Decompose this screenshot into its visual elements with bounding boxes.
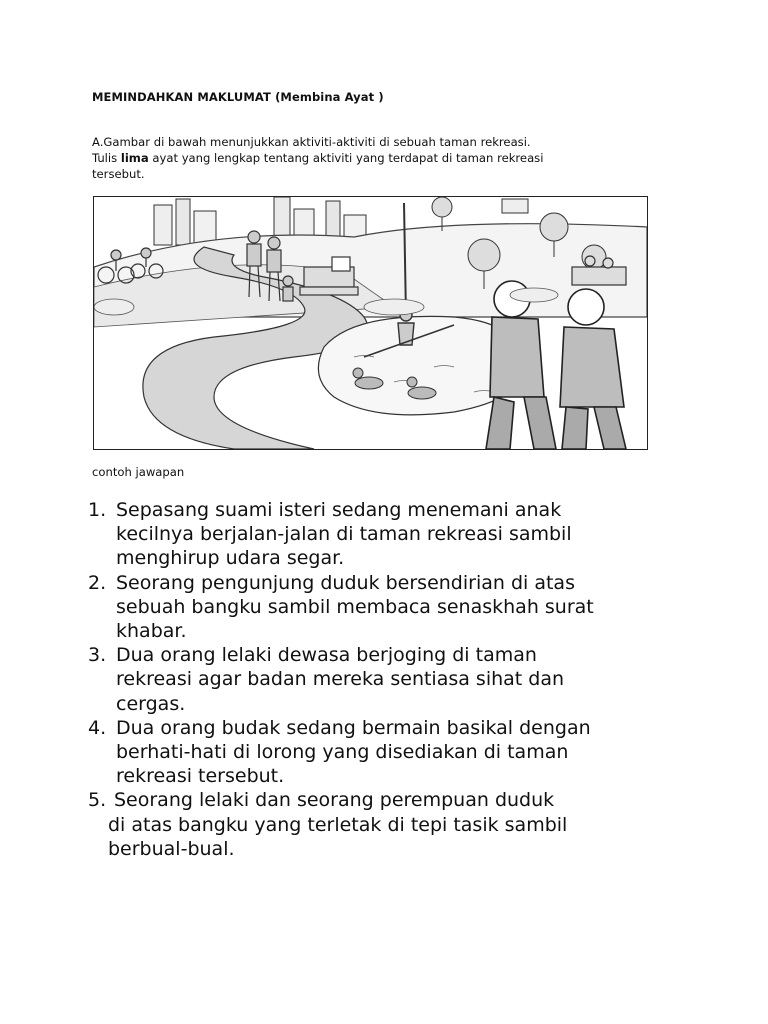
answer-line: berbual-bual. — [108, 837, 235, 860]
answer-number: 1. — [88, 499, 107, 521]
answer-line: berhati-hati di lorong yang disediakan di taman — [116, 741, 569, 764]
instruction-line-1: A.Gambar di bawah menunjukkan aktiviti-aktiviti di sebuah taman rekreasi. — [92, 135, 531, 149]
answer-line: di atas bangku yang terletak di tepi tasik sambil — [108, 813, 568, 836]
instruction-emphasis: lima — [120, 151, 149, 165]
park-illustration — [93, 196, 648, 450]
answer-line: Dua orang lelaki dewasa berjoging di taman — [116, 644, 537, 667]
answer-number: 2. — [88, 571, 107, 594]
answer-item — [88, 571, 668, 644]
answer-line: Seorang lelaki dan seorang perempuan duduk — [114, 789, 555, 812]
answer-number: 3. — [88, 644, 107, 667]
answer-item — [88, 643, 668, 716]
answer-line: sebuah bangku sambil membaca senaskhah surat — [116, 595, 594, 618]
answer-line: Dua orang budak sedang bermain basikal dengan — [116, 716, 591, 739]
example-answer-label: contoh jawapan — [92, 465, 185, 479]
answer-line: menghirup udara segar. — [116, 547, 345, 570]
answer-item — [88, 788, 668, 861]
answer-line: rekreasi agar badan mereka sentiasa sihat dan — [116, 668, 565, 691]
answer-list — [88, 498, 668, 861]
answer-number: 4. — [88, 716, 107, 739]
answer-line: khabar. — [116, 620, 187, 643]
answer-item — [88, 498, 668, 571]
worksheet-title: MEMINDAHKAN MAKLUMAT (Membina Ayat ) — [92, 90, 384, 104]
answer-number: 5. — [88, 789, 107, 812]
answer-line: Seorang pengunjung duduk bersendirian di atas — [116, 571, 575, 594]
answer-line: kecilnya berjalan-jalan di taman rekreasi sambil — [116, 523, 572, 546]
instruction-line-2: Tulis lima ayat yang lengkap tentang aktiviti yang terdapat di taman rekreasi — [92, 151, 544, 165]
answer-item — [88, 716, 668, 789]
answer-line: Sepasang suami isteri sedang menemani anak — [116, 499, 562, 521]
answer-line: cergas. — [116, 692, 186, 715]
answer-line: rekreasi tersebut. — [116, 765, 285, 788]
park-scene-drawing — [94, 197, 647, 449]
instruction-line-3: tersebut. — [92, 167, 145, 181]
instructions — [92, 134, 652, 182]
